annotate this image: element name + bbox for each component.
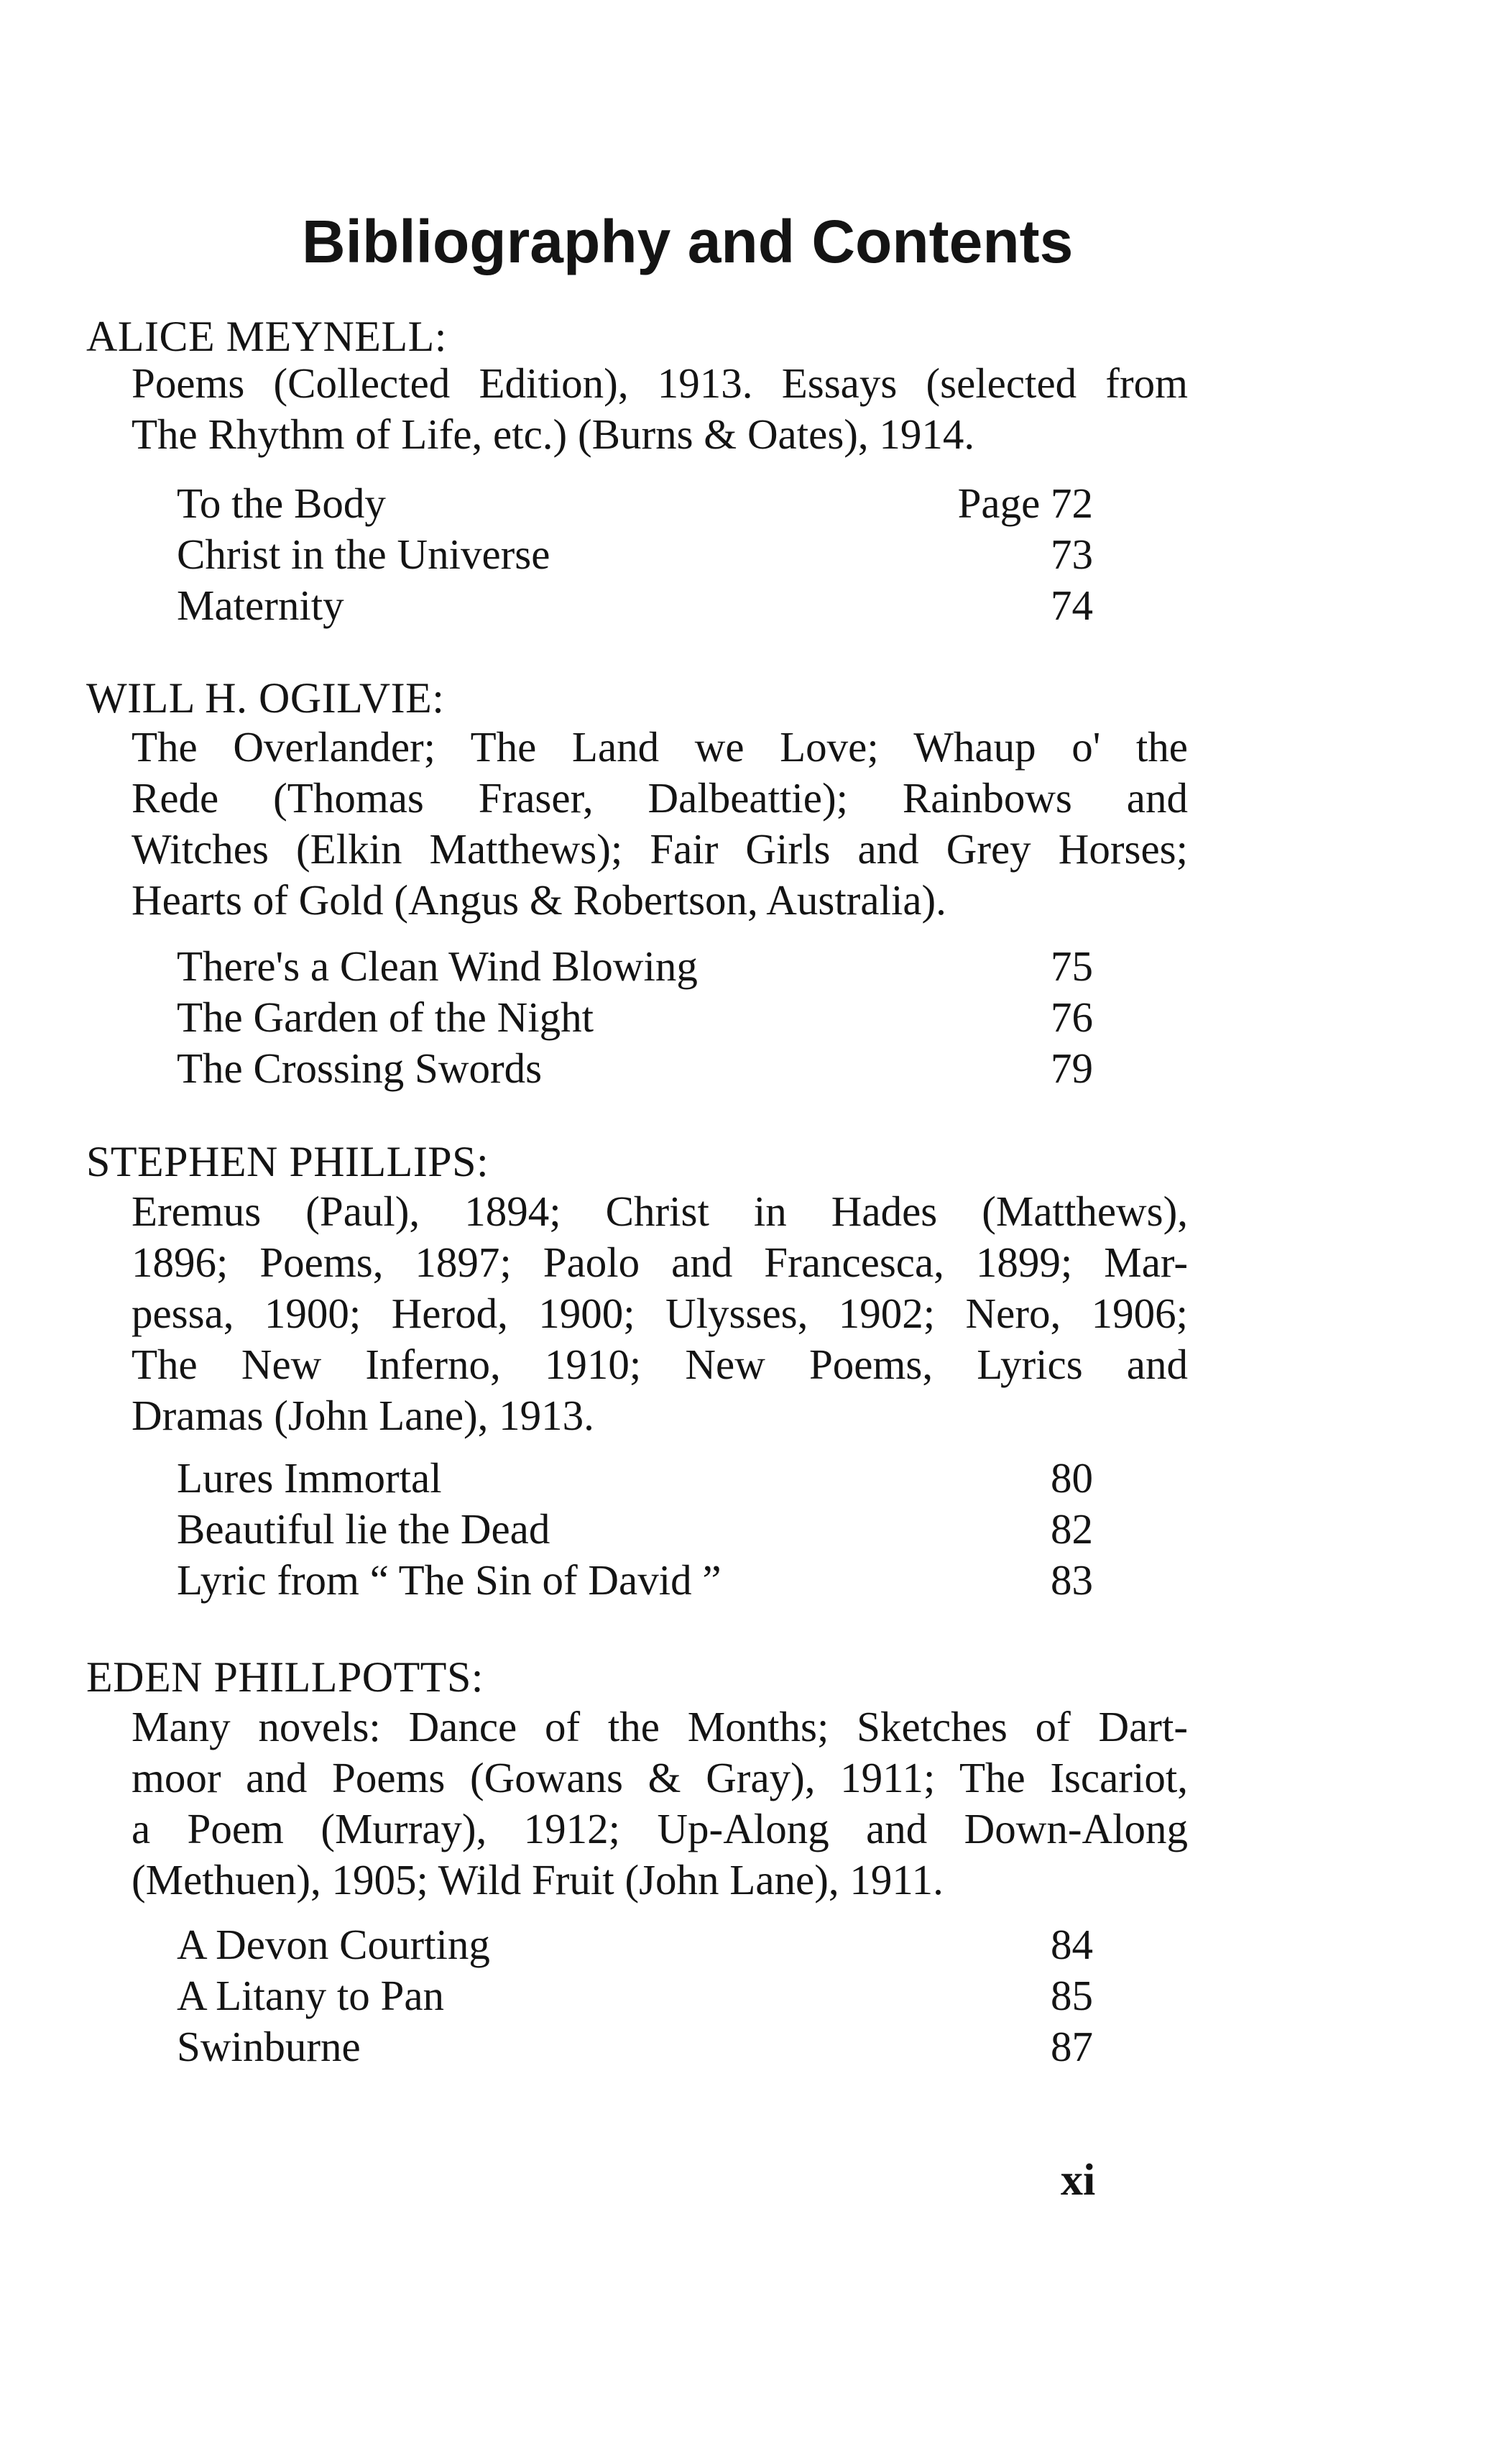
entry-page: 87 bbox=[1051, 2023, 1093, 2070]
bibliography-line: pessa, 1900; Herod, 1900; Ulysses, 1902; Nero, 1906; bbox=[132, 1290, 1188, 1337]
page-number: xi bbox=[1061, 2156, 1096, 2205]
bibliography-line: Dramas (John Lane), 1913. bbox=[132, 1392, 594, 1439]
bibliography-line: Eremus (Paul), 1894; Christ in Hades (Matthews), bbox=[132, 1188, 1188, 1235]
page-title: Bibliography and Contents bbox=[302, 208, 1074, 276]
entry-title: The Crossing Swords bbox=[177, 1044, 543, 1092]
contents-entry bbox=[177, 1504, 1093, 1555]
contents-entry bbox=[177, 1555, 1093, 1606]
bibliography-line: Many novels: Dance of the Months; Sketches of Dart- bbox=[132, 1703, 1188, 1750]
contents-list bbox=[177, 1453, 1093, 1606]
entry-title: There's a Clean Wind Blowing bbox=[177, 942, 698, 990]
bibliography-text bbox=[132, 1186, 1188, 1441]
author-heading: ALICE MEYNELL: bbox=[86, 313, 447, 360]
contents-list bbox=[177, 941, 1093, 1094]
entry-page: 83 bbox=[1051, 1556, 1093, 1604]
bibliography-line: a Poem (Murray), 1912; Up-Along and Down-Along bbox=[132, 1805, 1188, 1852]
contents-entry bbox=[177, 1919, 1093, 1970]
entry-title: A Litany to Pan bbox=[177, 1972, 445, 2019]
bibliography-line: Witches (Elkin Matthews); Fair Girls and Grey Horses; bbox=[132, 825, 1188, 873]
bibliography-line: The Rhythm of Life, etc.) (Burns & Oates), 1914. bbox=[132, 410, 975, 458]
entry-page: 82 bbox=[1051, 1505, 1093, 1553]
entry-page: 84 bbox=[1051, 1921, 1093, 1968]
bibliography-line: The New Inferno, 1910; New Poems, Lyrics and bbox=[132, 1341, 1188, 1388]
contents-entry bbox=[177, 529, 1093, 580]
entry-page: 76 bbox=[1051, 993, 1093, 1041]
entry-title: To the Body bbox=[177, 479, 386, 527]
entry-page: Page 72 bbox=[957, 479, 1093, 527]
contents-list bbox=[177, 1919, 1093, 2072]
entry-title: Maternity bbox=[177, 582, 344, 629]
contents-entry bbox=[177, 1043, 1093, 1094]
bibliography-text bbox=[132, 722, 1188, 926]
entry-title: Lyric from “ The Sin of David ” bbox=[177, 1556, 722, 1604]
contents-entry bbox=[177, 992, 1093, 1043]
bibliography-line: The Overlander; The Land we Love; Whaup o' the bbox=[132, 723, 1188, 771]
entry-page: 80 bbox=[1051, 1454, 1093, 1502]
entry-title: Swinburne bbox=[177, 2023, 361, 2070]
entry-page: 74 bbox=[1051, 582, 1093, 629]
entry-page: 79 bbox=[1051, 1044, 1093, 1092]
author-heading: WILL H. OGILVIE: bbox=[86, 674, 445, 722]
contents-entry bbox=[177, 1970, 1093, 2021]
contents-list bbox=[177, 478, 1093, 631]
entry-page: 85 bbox=[1051, 1972, 1093, 2019]
bibliography-text bbox=[132, 358, 1188, 460]
contents-entry bbox=[177, 580, 1093, 631]
entry-page: 73 bbox=[1051, 530, 1093, 578]
bibliography-line: Rede (Thomas Fraser, Dalbeattie); Rainbows and bbox=[132, 774, 1188, 822]
entry-title: Beautiful lie the Dead bbox=[177, 1505, 550, 1553]
entry-page: 75 bbox=[1051, 942, 1093, 990]
entry-title: Lures Immortal bbox=[177, 1454, 442, 1502]
bibliography-line: Poems (Collected Edition), 1913. Essays (selected from bbox=[132, 359, 1188, 407]
entry-title: Christ in the Universe bbox=[177, 530, 550, 578]
contents-entry bbox=[177, 2021, 1093, 2072]
contents-entry bbox=[177, 1453, 1093, 1504]
bibliography-line: Hearts of Gold (Angus & Robertson, Australia). bbox=[132, 876, 946, 924]
bibliography-line: moor and Poems (Gowans & Gray), 1911; The Iscariot, bbox=[132, 1754, 1188, 1801]
bibliography-line: 1896; Poems, 1897; Paolo and Francesca, 1899; Mar- bbox=[132, 1239, 1188, 1286]
bibliography-text bbox=[132, 1701, 1188, 1906]
entry-title: The Garden of the Night bbox=[177, 993, 594, 1041]
contents-entry bbox=[177, 941, 1093, 992]
bibliography-line: (Methuen), 1905; Wild Fruit (John Lane), 1911. bbox=[132, 1856, 944, 1903]
author-heading: EDEN PHILLPOTTS: bbox=[86, 1653, 484, 1701]
contents-entry bbox=[177, 478, 1093, 529]
entry-title: A Devon Courting bbox=[177, 1921, 490, 1968]
author-heading: STEPHEN PHILLIPS: bbox=[86, 1138, 489, 1185]
